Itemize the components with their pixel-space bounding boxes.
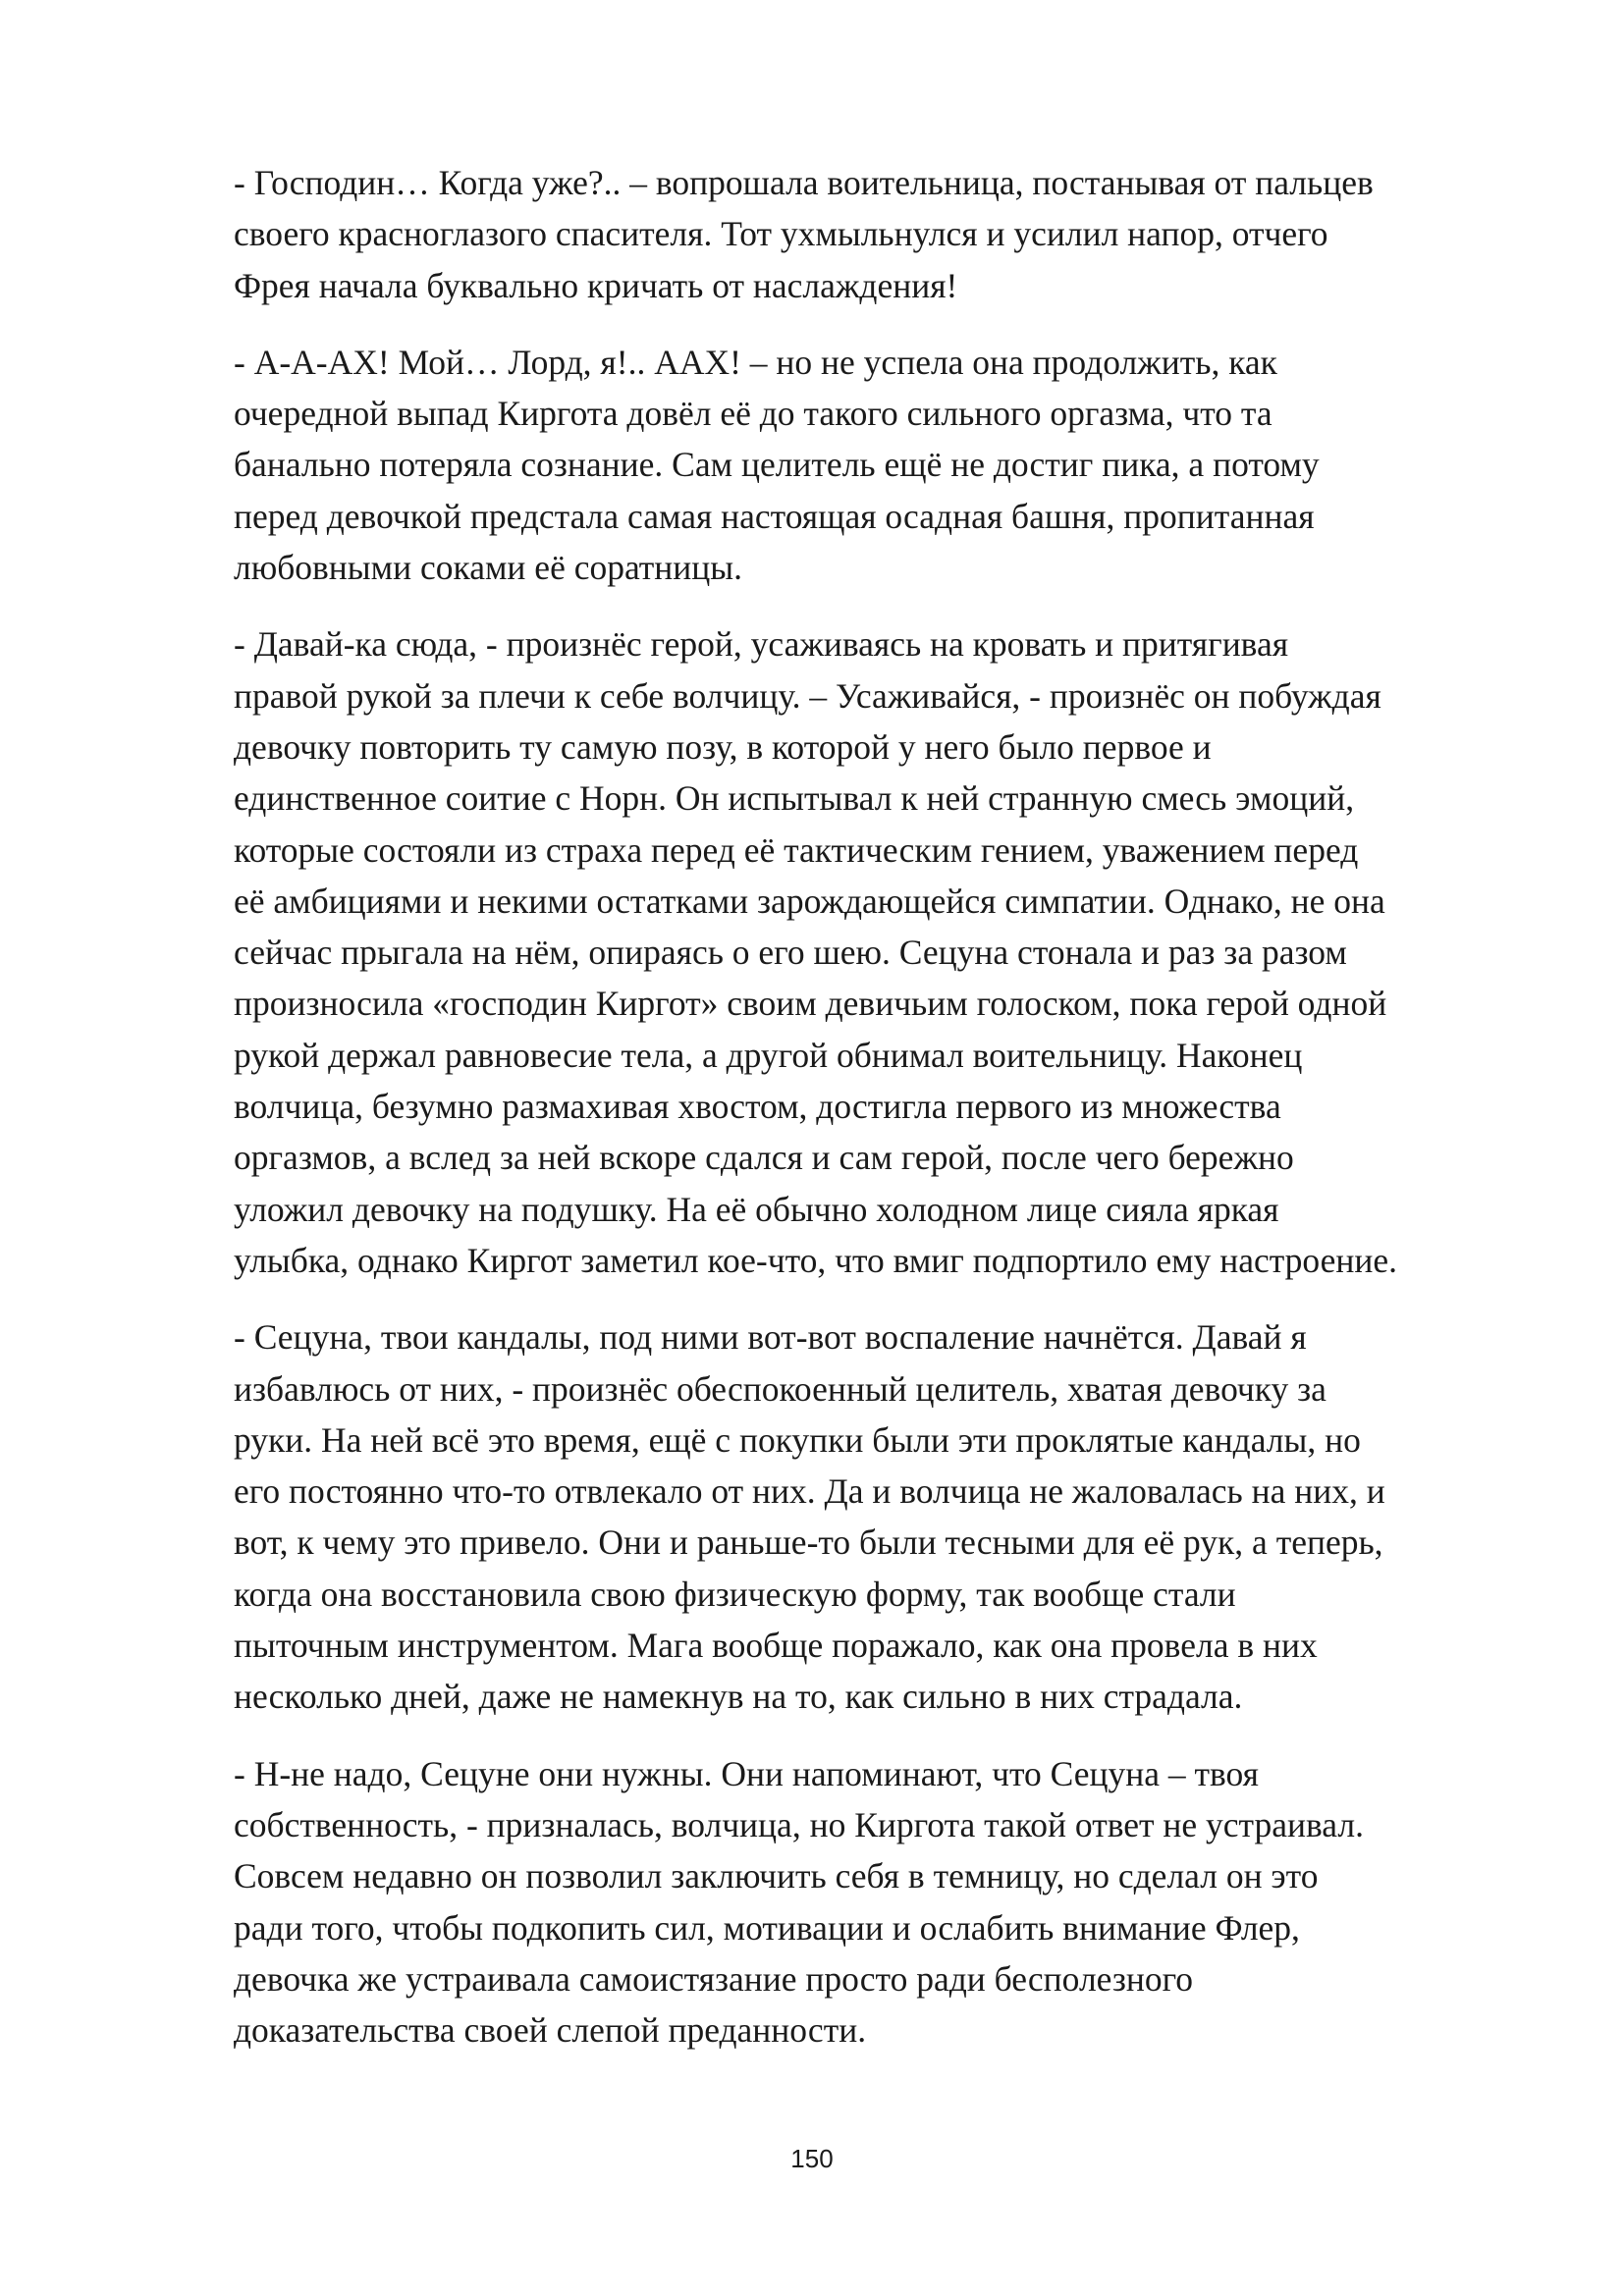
- text-line: своего красноглазого спасителя. Тот ухмыльнулся и усилил напор, отчего: [234, 214, 1328, 254]
- document-body: [234, 157, 1530, 2081]
- text-line: банально потеряла сознание. Сам целитель ещё не достиг пика, а потому: [234, 445, 1320, 485]
- text-line: собственность, - призналась, волчица, но Киргота такой ответ не устраивал.: [234, 1804, 1364, 1844]
- paragraph: [234, 1748, 1530, 2056]
- text-line: - Господин… Когда уже?.. – вопрошала воительница, постанывая от пальцев: [234, 163, 1374, 202]
- paragraph: [234, 618, 1530, 1286]
- text-line: девочка же устраивала самоистязание просто ради бесполезного: [234, 1958, 1194, 1999]
- text-line: - Сецуна, твои кандалы, под ними вот-вот воспаление начнётся. Давай я: [234, 1317, 1307, 1358]
- text-line: правой рукой за плечи к себе волчицу. – Усаживайся, - произнёс он побуждая: [234, 675, 1381, 716]
- text-line: несколько дней, даже не намекнув на то, как сильно в них страдала.: [234, 1677, 1243, 1717]
- text-line: сейчас прыгала на нём, опираясь о его шею. Сецуна стонала и раз за разом: [234, 933, 1347, 973]
- paragraph: [234, 1311, 1530, 1722]
- text-line: перед девочкой предстала самая настоящая осадная башня, пропитанная: [234, 496, 1315, 536]
- text-line: его постоянно что-то отвлекало от них. Да и волчица не жаловалась на них, и: [234, 1471, 1385, 1512]
- text-line: вот, к чему это привело. Они и раньше-то были тесными для её рук, а теперь,: [234, 1522, 1383, 1563]
- text-line: - Н-не надо, Сецуне они нужны. Они напоминают, что Сецуна – твоя: [234, 1753, 1259, 1793]
- text-line: избавлюсь от них, - произнёс обеспокоенный целитель, хватая девочку за: [234, 1368, 1326, 1409]
- text-line: - А-А-АХ! Мой… Лорд, я!.. ААХ! – но не успела она продолжить, как: [234, 342, 1277, 382]
- text-line: Совсем недавно он позволил заключить себя в темницу, но сделал он это: [234, 1856, 1319, 1896]
- text-line: очередной выпад Киргота довёл её до такого сильного оргазма, что та: [234, 394, 1272, 434]
- text-line: Фрея начала буквально кричать от наслаждения!: [234, 265, 958, 305]
- text-line: когда она восстановила свою физическую форму, так вообще стали: [234, 1574, 1236, 1614]
- page-number: 150: [790, 2144, 834, 2173]
- text-line: произносила «господин Киргот» своим девичьим голоском, пока герой одной: [234, 984, 1387, 1024]
- text-line: улыбка, однако Киргот заметил кое-что, что вмиг подпортило ему настроение.: [234, 1240, 1398, 1280]
- text-line: руки. На ней всё это время, ещё с покупки были эти проклятые кандалы, но: [234, 1419, 1361, 1460]
- paragraph: [234, 157, 1530, 311]
- text-line: - Давай-ка сюда, - произнёс герой, усаживаясь на кровать и притягивая: [234, 624, 1289, 665]
- text-line: ради того, чтобы подкопить сил, мотивации и ослабить внимание Флер,: [234, 1907, 1300, 1948]
- text-line: девочку повторить ту самую позу, в которой у него было первое и: [234, 726, 1212, 767]
- text-line: её амбициями и некими остатками зарождающейся симпатии. Однако, не она: [234, 881, 1385, 921]
- text-line: которые состояли из страха перед её тактическим гением, уважением перед: [234, 829, 1359, 870]
- text-line: уложил девочку на подушку. На её обычно холодном лице сияла яркая: [234, 1189, 1279, 1229]
- text-line: единственное соитие с Норн. Он испытывал к ней странную смесь эмоций,: [234, 778, 1355, 819]
- text-line: доказательства своей слепой преданности.: [234, 2010, 867, 2051]
- paragraph: [234, 337, 1530, 593]
- text-line: волчица, безумно размахивая хвостом, достигла первого из множества: [234, 1087, 1281, 1127]
- text-line: любовными соками её соратницы.: [234, 548, 743, 588]
- text-line: оргазмов, а вслед за ней вскоре сдался и сам герой, после чего бережно: [234, 1138, 1294, 1178]
- text-line: пыточным инструментом. Мага вообще поражало, как она провела в них: [234, 1626, 1318, 1666]
- text-line: рукой держал равновесие тела, а другой обнимал воительницу. Наконец: [234, 1035, 1303, 1075]
